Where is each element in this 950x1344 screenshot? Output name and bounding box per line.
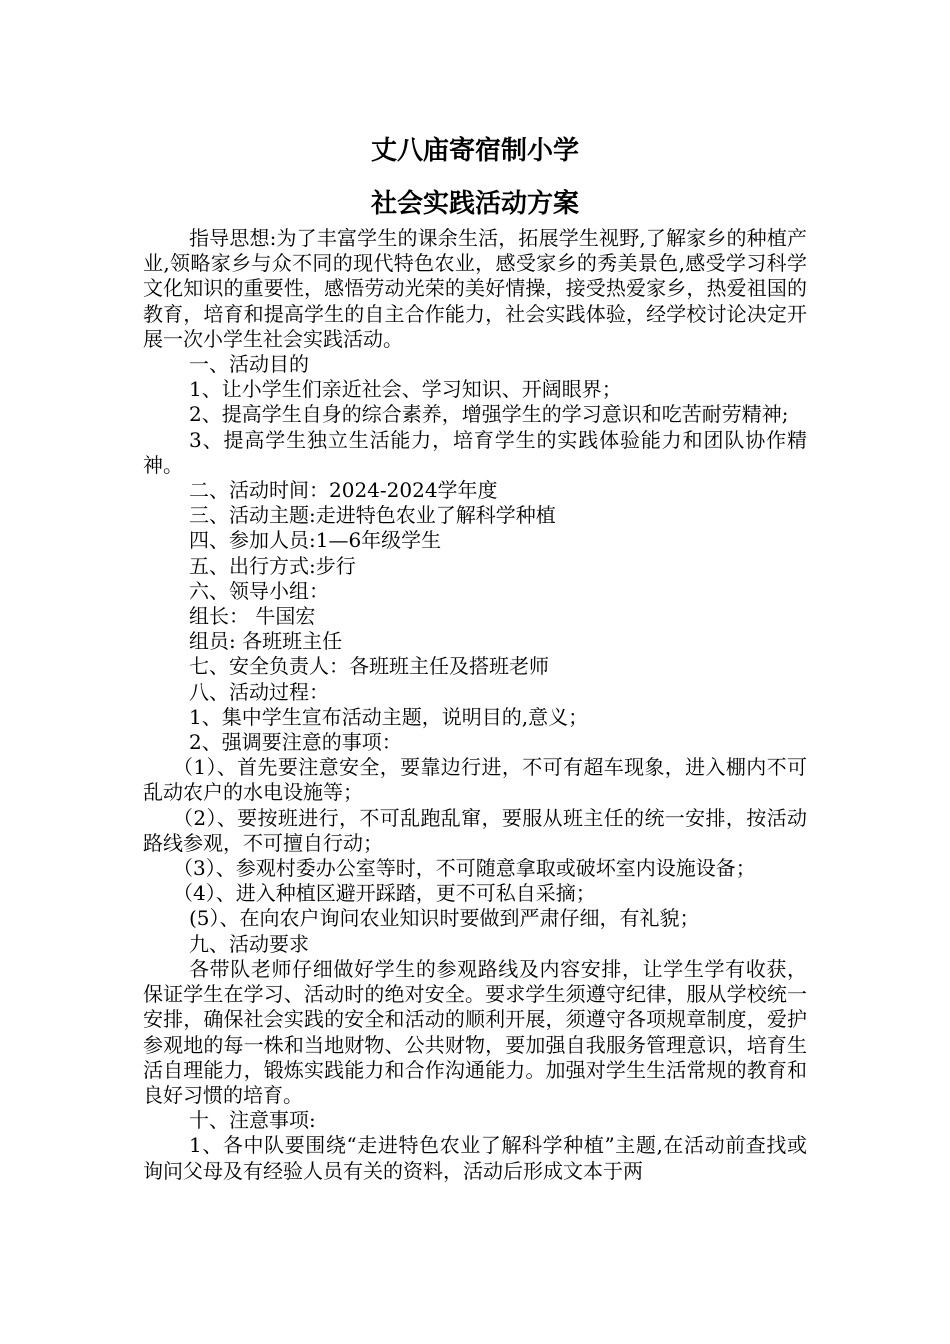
document-page bbox=[143, 133, 807, 1184]
paragraph: 四、参加人员:1—6年级学生 bbox=[189, 528, 442, 553]
paragraph: 八、活动过程： bbox=[189, 679, 329, 704]
paragraph: 一、活动目的 bbox=[189, 352, 309, 377]
paragraph: 二、活动时间：2024-2024学年度 bbox=[189, 478, 498, 503]
paragraph: 七、安全负责人：各班班主任及搭班老师 bbox=[189, 654, 549, 679]
paragraph: 组员: 各班班主任 bbox=[189, 629, 343, 654]
paragraph: 2、提高学生自身的综合素养，增强学生的学习意识和吃苦耐劳精神; bbox=[189, 402, 789, 427]
paragraph: 九、活动要求 bbox=[189, 931, 309, 956]
document-title-school: 丈八庙寄宿制小学 bbox=[370, 136, 579, 166]
paragraph: 六、领导小组： bbox=[189, 578, 329, 603]
paragraph: 五、出行方式:步行 bbox=[189, 553, 356, 578]
paragraph: 2、强调要注意的事项： bbox=[189, 730, 402, 755]
paragraph: 各带队老师仔细做好学生的参观路线及内容安排，让学生学有收获，保证学生在学习、活动时的绝对安全。要求学生须遵守纪律，服从学校统一安排，确保社会实践的安全和活动的顺利开展，须遵守各项规章制度，爱护参观地的每一株和当地财物、公共财物，要加强自我服务管理意识，培育生活自理能力，锻炼实践能力和合作沟通能力。加强对学生生活常规的教育和良好习惯的培育。 bbox=[143, 956, 807, 1107]
paragraph: 指导思想:为了丰富学生的课余生活，拓展学生视野,了解家乡的种植产业,领略家乡与众不同的现代特色农业，感受家乡的秀美景色,感受学习科学文化知识的重要性，感悟劳动光荣的美好情操，接受热爱家乡，热爱祖国的教育，培育和提高学生的自主合作能力，社会实践体验，经学校讨论决定开展一次小学生社会实践活动。 bbox=[143, 226, 807, 351]
paragraph: 1、各中队要围绕“走进特色农业了解科学种植”主题,在活动前查找或询问父母及有经验人员有关的资料，活动后形成文本于两 bbox=[143, 1133, 807, 1183]
paragraph: 组长： 牛国宏 bbox=[189, 604, 316, 629]
paragraph: (5）、在向农户询问农业知识时要做到严肃仔细，有礼貌； bbox=[189, 906, 700, 931]
document-title-plan: 社会实践活动方案 bbox=[370, 189, 579, 219]
paragraph: （3）、参观村委办公室等时，不可随意拿取或破坏室内设施设备； bbox=[173, 856, 756, 881]
paragraph: （1）、首先要注意安全，要靠边行进，不可有超车现象，进入棚内不可乱动农户的水电设施等； bbox=[143, 755, 807, 805]
paragraph: 1、让小学生们亲近社会、学习知识、开阔眼界； bbox=[189, 377, 622, 402]
paragraph: （2）、要按班进行，不可乱跑乱窜，要服从班主任的统一安排，按活动路线参观，不可擅自行动； bbox=[143, 805, 807, 855]
paragraph: 十、注意事项: bbox=[189, 1108, 316, 1133]
paragraph: （4）、进入种植区避开踩踏，更不可私自采摘； bbox=[173, 881, 596, 906]
document-body bbox=[143, 226, 807, 1184]
paragraph: 1、集中学生宣布活动主题，说明目的,意义； bbox=[189, 704, 589, 729]
paragraph: 3、提高学生独立生活能力，培育学生的实践体验能力和团队协作精神。 bbox=[143, 427, 807, 477]
paragraph: 三、活动主题:走进特色农业了解科学种植 bbox=[189, 503, 556, 528]
